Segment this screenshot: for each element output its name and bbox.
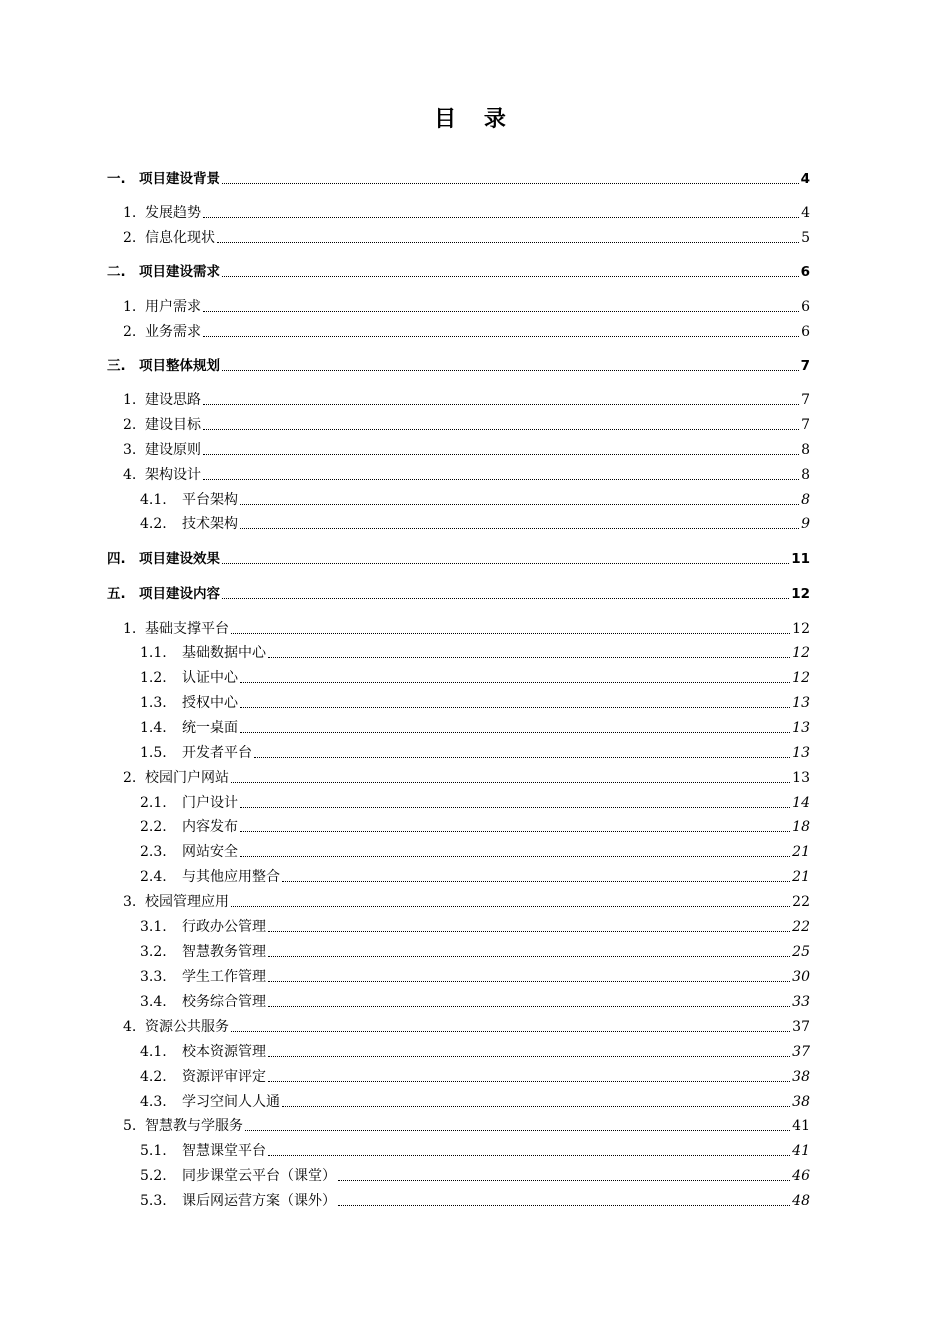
toc-dot-leader — [240, 732, 790, 733]
toc-entry-label: 用户需求 — [145, 299, 201, 315]
toc-entry-page-number: 18 — [792, 819, 810, 835]
toc-entry-label: 授权中心 — [182, 695, 238, 711]
toc-entry-page-number: 11 — [791, 551, 810, 567]
toc-entry-label: 资源公共服务 — [145, 1019, 229, 1035]
toc-entry-page-number: 21 — [792, 869, 810, 885]
toc-entry-number: 1.2. — [140, 670, 167, 686]
toc-entry-page-number: 12 — [792, 645, 810, 661]
toc-entry-page-number: 9 — [801, 516, 810, 532]
toc-entry-label: 项目整体规划 — [139, 358, 220, 374]
toc-entry-label: 建设目标 — [145, 417, 201, 433]
toc-entry-number: 1.1. — [140, 645, 167, 661]
toc-entry[interactable] — [140, 642, 810, 662]
toc-entry[interactable] — [123, 464, 810, 484]
toc-dot-leader — [203, 217, 799, 218]
toc-entry-label: 平台架构 — [182, 492, 238, 508]
toc-entry[interactable] — [140, 816, 810, 836]
toc-dot-leader — [240, 807, 790, 808]
toc-entry-page-number: 6 — [800, 264, 810, 280]
toc-entry[interactable] — [123, 321, 810, 341]
toc-entry-page-number: 30 — [792, 969, 810, 985]
toc-entry-page-number: 13 — [792, 720, 810, 736]
toc-entry-page-number: 4 — [801, 205, 810, 221]
toc-entry-number: 5. — [123, 1118, 137, 1134]
toc-entry-page-number: 33 — [792, 994, 810, 1010]
toc-entry-number: 2.4. — [140, 869, 167, 885]
toc-entry-label: 建设思路 — [145, 392, 201, 408]
toc-entry-page-number: 7 — [801, 392, 810, 408]
page-title: 目 录 — [434, 107, 516, 132]
toc-dot-leader — [268, 1155, 790, 1156]
toc-entry[interactable] — [140, 1140, 810, 1160]
toc-entry-label: 架构设计 — [145, 467, 201, 483]
toc-entry-page-number: 38 — [792, 1069, 810, 1085]
toc-entry-page-number: 21 — [792, 844, 810, 860]
toc-dot-leader — [245, 1130, 790, 1131]
toc-entry-label: 项目建设需求 — [139, 264, 220, 280]
toc-entry-page-number: 12 — [792, 621, 810, 637]
toc-entry[interactable] — [123, 296, 810, 316]
toc-entry-number: 二. — [107, 264, 126, 280]
toc-entry-label: 项目建设效果 — [139, 551, 220, 567]
toc-entry-number: 4.2. — [140, 1069, 167, 1085]
toc-entry-page-number: 13 — [792, 745, 810, 761]
toc-entry-label: 开发者平台 — [182, 745, 252, 761]
toc-dot-leader — [240, 856, 790, 857]
toc-entry-label: 行政办公管理 — [182, 919, 266, 935]
toc-entry[interactable] — [140, 1091, 810, 1111]
toc-dot-leader — [282, 881, 790, 882]
toc-entry-page-number: 12 — [792, 670, 810, 686]
toc-entry-label: 基础支撑平台 — [145, 621, 229, 637]
toc-dot-leader — [203, 454, 799, 455]
toc-entry[interactable] — [140, 742, 810, 762]
toc-entry-label: 技术架构 — [182, 516, 238, 532]
toc-entry-page-number: 5 — [801, 230, 810, 246]
toc-dot-leader — [240, 707, 790, 708]
toc-entry[interactable] — [140, 692, 810, 712]
toc-entry-page-number: 8 — [801, 467, 810, 483]
toc-dot-leader — [240, 831, 790, 832]
toc-entry-label: 智慧教务管理 — [182, 944, 266, 960]
toc-entry-label: 内容发布 — [182, 819, 238, 835]
toc-entry[interactable] — [123, 618, 810, 638]
toc-entry[interactable] — [140, 513, 810, 533]
toc-entry-page-number: 14 — [792, 795, 810, 811]
toc-entry-number: 四. — [107, 551, 126, 567]
toc-entry-page-number: 7 — [800, 358, 810, 374]
toc-entry[interactable] — [140, 1165, 810, 1185]
toc-entry-page-number: 22 — [792, 919, 810, 935]
toc-entry-number: 1. — [123, 621, 137, 637]
toc-entry[interactable] — [140, 1066, 810, 1086]
toc-entry-number: 2.2. — [140, 819, 167, 835]
toc-entry[interactable] — [140, 841, 810, 861]
toc-dot-leader — [268, 1081, 790, 1082]
toc-dot-leader — [268, 956, 790, 957]
toc-entry-label: 建设原则 — [145, 442, 201, 458]
toc-entry-label: 认证中心 — [182, 670, 238, 686]
toc-entry-number: 3.2. — [140, 944, 167, 960]
toc-entry-number: 2. — [123, 230, 137, 246]
toc-entry-number: 1. — [123, 205, 137, 221]
toc-entry[interactable] — [140, 966, 810, 986]
toc-entry-number: 4.3. — [140, 1094, 167, 1110]
toc-dot-leader — [231, 1031, 790, 1032]
toc-entry-label: 门户设计 — [182, 795, 238, 811]
toc-entry[interactable] — [107, 168, 810, 188]
toc-entry-label: 智慧课堂平台 — [182, 1143, 266, 1159]
toc-dot-leader — [203, 336, 799, 337]
toc-dot-leader — [203, 311, 799, 312]
toc-entry-number: 2.3. — [140, 844, 167, 860]
toc-entry-number: 1. — [123, 299, 137, 315]
toc-dot-leader — [222, 183, 799, 184]
toc-entry-label: 校本资源管理 — [182, 1044, 266, 1060]
toc-entry-label: 资源评审评定 — [182, 1069, 266, 1085]
toc-dot-leader — [240, 682, 790, 683]
toc-entry-page-number: 6 — [801, 324, 810, 340]
toc-entry-number: 5.2. — [140, 1168, 167, 1184]
toc-entry-page-number: 22 — [792, 894, 810, 910]
toc-entry[interactable] — [140, 1041, 810, 1061]
toc-entry-number: 2.1. — [140, 795, 167, 811]
toc-entry-page-number: 37 — [792, 1044, 810, 1060]
toc-dot-leader — [222, 370, 799, 371]
toc-entry-page-number: 12 — [791, 586, 810, 602]
toc-dot-leader — [231, 633, 790, 634]
toc-entry-number: 1.4. — [140, 720, 167, 736]
toc-dot-leader — [338, 1180, 790, 1181]
toc-dot-leader — [268, 981, 790, 982]
toc-dot-leader — [231, 782, 790, 783]
toc-entry-label: 同步课堂云平台（课堂） — [182, 1168, 336, 1184]
toc-entry[interactable] — [107, 355, 810, 375]
toc-entry-label: 学习空间人人通 — [182, 1094, 280, 1110]
toc-dot-leader — [222, 276, 799, 277]
toc-entry[interactable] — [123, 891, 810, 911]
toc-dot-leader — [222, 563, 789, 564]
toc-entry-page-number: 8 — [801, 492, 810, 508]
toc-entry-label: 校园门户网站 — [145, 770, 229, 786]
toc-entry-number: 4.2. — [140, 516, 167, 532]
toc-entry-page-number: 4 — [800, 171, 810, 187]
toc-dot-leader — [217, 242, 799, 243]
toc-entry-label: 网站安全 — [182, 844, 238, 860]
toc-entry-label: 统一桌面 — [182, 720, 238, 736]
toc-entry-label: 信息化现状 — [145, 230, 215, 246]
toc-entry-label: 项目建设内容 — [139, 586, 220, 602]
toc-entry-number: 4.1. — [140, 492, 167, 508]
toc-entry-number: 3. — [123, 442, 137, 458]
toc-entry[interactable] — [140, 916, 810, 936]
toc-entry-number: 1.5. — [140, 745, 167, 761]
toc-entry-number: 3.1. — [140, 919, 167, 935]
toc-entry-number: 五. — [107, 586, 126, 602]
toc-entry-label: 业务需求 — [145, 324, 201, 340]
toc-dot-leader — [268, 931, 790, 932]
toc-entry-number: 4. — [123, 1019, 137, 1035]
toc-entry-label: 课后网运营方案（课外） — [182, 1193, 336, 1209]
toc-dot-leader — [254, 757, 790, 758]
toc-entry-number: 4. — [123, 467, 137, 483]
toc-entry[interactable] — [123, 767, 810, 787]
toc-entry[interactable] — [140, 866, 810, 886]
toc-entry[interactable] — [107, 583, 810, 603]
toc-entry-number: 3.3. — [140, 969, 167, 985]
toc-entry-page-number: 48 — [792, 1193, 810, 1209]
toc-entry-number: 5.1. — [140, 1143, 167, 1159]
toc-entry-label: 基础数据中心 — [182, 645, 266, 661]
toc-entry-page-number: 37 — [792, 1019, 810, 1035]
toc-dot-leader — [268, 1006, 790, 1007]
toc-entry-label: 发展趋势 — [145, 205, 201, 221]
toc-entry-label: 校务综合管理 — [182, 994, 266, 1010]
toc-entry[interactable] — [123, 1016, 810, 1036]
toc-entry-number: 1.3. — [140, 695, 167, 711]
toc-entry-page-number: 8 — [801, 442, 810, 458]
toc-dot-leader — [338, 1205, 790, 1206]
toc-dot-leader — [203, 479, 799, 480]
toc-entry-label: 校园管理应用 — [145, 894, 229, 910]
toc-entry[interactable] — [123, 202, 810, 222]
toc-entry[interactable] — [140, 1190, 810, 1210]
toc-entry[interactable] — [123, 439, 810, 459]
toc-entry[interactable] — [107, 548, 810, 568]
toc-dot-leader — [203, 404, 799, 405]
toc-entry-number: 4.1. — [140, 1044, 167, 1060]
toc-entry[interactable] — [140, 792, 810, 812]
toc-entry-number: 2. — [123, 417, 137, 433]
toc-entry-label: 项目建设背景 — [139, 171, 220, 187]
toc-entry[interactable] — [140, 667, 810, 687]
toc-dot-leader — [240, 504, 799, 505]
toc-dot-leader — [231, 906, 790, 907]
toc-dot-leader — [240, 528, 799, 529]
toc-entry[interactable] — [123, 389, 810, 409]
toc-entry-page-number: 6 — [801, 299, 810, 315]
toc-entry-number: 2. — [123, 324, 137, 340]
toc-entry[interactable] — [123, 227, 810, 247]
toc-entry-page-number: 38 — [792, 1094, 810, 1110]
toc-entry-number: 1. — [123, 392, 137, 408]
toc-entry[interactable] — [140, 717, 810, 737]
toc-entry-page-number: 13 — [792, 770, 810, 786]
toc-entry-page-number: 46 — [792, 1168, 810, 1184]
toc-entry-label: 与其他应用整合 — [182, 869, 280, 885]
toc-dot-leader — [203, 429, 799, 430]
toc-entry-page-number: 25 — [792, 944, 810, 960]
toc-entry-number: 2. — [123, 770, 137, 786]
toc-entry[interactable] — [140, 991, 810, 1011]
toc-entry-label: 智慧教与学服务 — [145, 1118, 243, 1134]
toc-dot-leader — [268, 1056, 790, 1057]
toc-entry-number: 3.4. — [140, 994, 167, 1010]
toc-entry-page-number: 41 — [792, 1118, 810, 1134]
toc-entry-number: 3. — [123, 894, 137, 910]
toc-entry[interactable] — [123, 1115, 810, 1135]
toc-entry-number: 一. — [107, 171, 126, 187]
toc-entry-page-number: 7 — [801, 417, 810, 433]
toc-entry-label: 学生工作管理 — [182, 969, 266, 985]
toc-dot-leader — [222, 598, 789, 599]
toc-entry-page-number: 13 — [792, 695, 810, 711]
toc-entry-number: 三. — [107, 358, 126, 374]
toc-entry-number: 5.3. — [140, 1193, 167, 1209]
toc-entry[interactable] — [107, 261, 810, 281]
toc-dot-leader — [282, 1106, 790, 1107]
toc-entry[interactable] — [140, 489, 810, 509]
toc-dot-leader — [268, 657, 790, 658]
toc-entry[interactable] — [123, 414, 810, 434]
toc-entry-page-number: 41 — [792, 1143, 810, 1159]
toc-entry[interactable] — [140, 941, 810, 961]
